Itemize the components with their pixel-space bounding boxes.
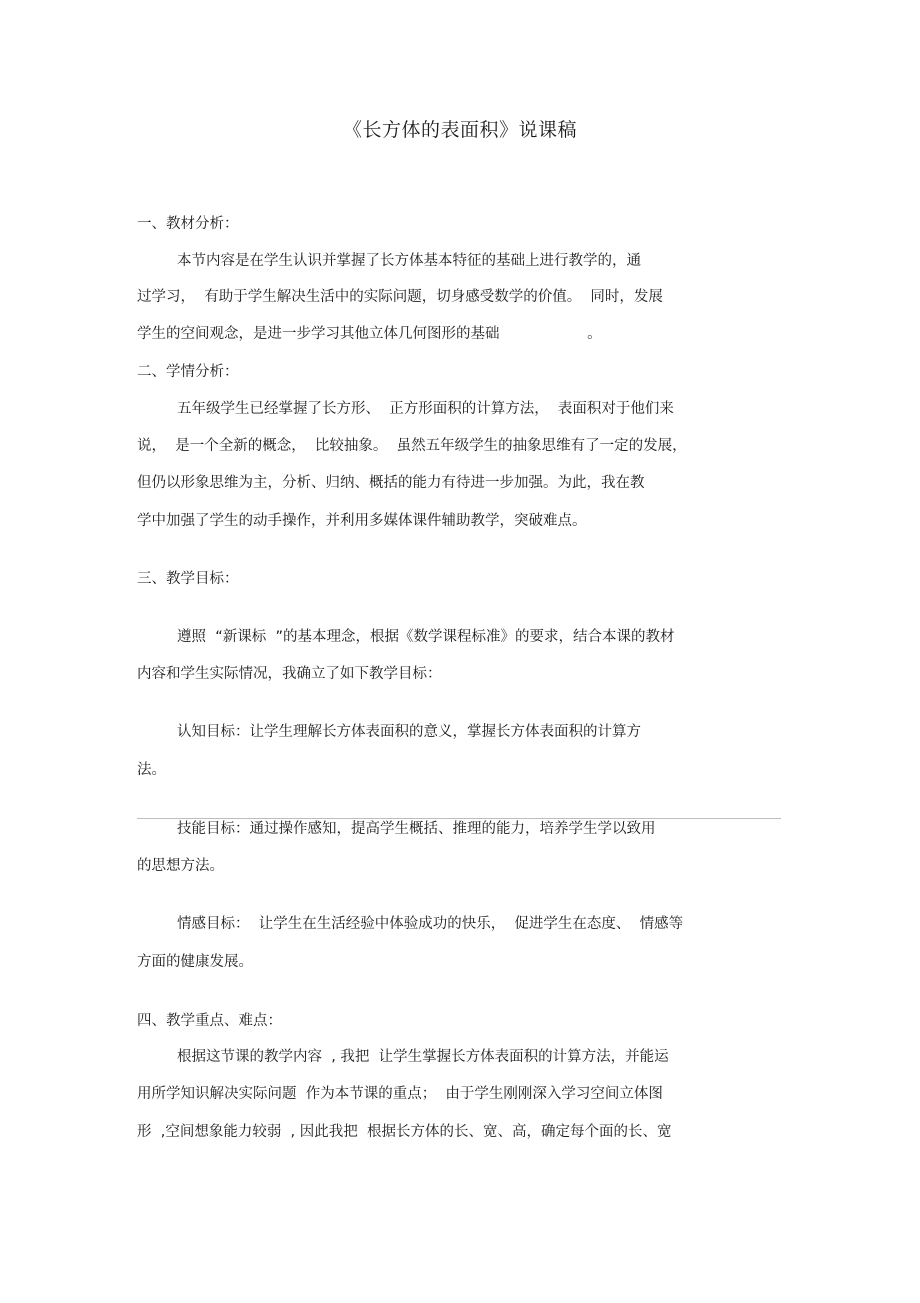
paragraph-line: 用所学知识解决实际问题 作为本节课的重点； 由于学生刚刚深入学习空间立体图 <box>137 1086 663 1102</box>
section-heading-1: 一、教材分析： <box>137 216 239 232</box>
goal-skill-line: 的思想方法。 <box>137 858 224 874</box>
document-title: 《长方体的表面积》说课稿 <box>342 119 577 141</box>
paragraph-line: 根据这节课的教学内容 , 我把 让学生掌握长方体表面积的计算方法，并能运 <box>177 1049 669 1065</box>
paragraph-line: 五年级学生已经掌握了长方形、 正方形面积的计算方法， 表面积对于他们来 <box>177 401 674 417</box>
paragraph-line: 学生的空间观念，是进一步学习其他立体几何图形的基础 。 <box>137 326 602 342</box>
paragraph-line: 说， 是一个全新的概念， 比较抽象。 虽然五年级学生的抽象思维有了一定的发展， <box>137 438 687 454</box>
paragraph-line: 学中加强了学生的动手操作，并利用多媒体课件辅助教学，突破难点。 <box>137 513 587 529</box>
paragraph-line: 内容和学生实际情况，我确立了如下教学目标： <box>137 666 442 682</box>
goal-cognitive-line: 法。 <box>137 762 166 778</box>
paragraph-line: 本节内容是在学生认识并掌握了长方体基本特征的基础上进行教学的，通 <box>177 253 641 269</box>
goal-emotion-line: 情感目标： 让学生在生活经验中体验成功的快乐， 促进学生在态度、 情感等 <box>177 916 684 932</box>
paragraph-line: 过学习， 有助于学生解决生活中的实际问题，切身感受数学的价值。 同时，发展 <box>137 289 663 305</box>
goal-cognitive-line: 认知目标：让学生理解长方体表面积的意义，掌握长方体表面积的计算方 <box>177 724 641 740</box>
paragraph-line: 遵照 “新课标 ”的基本理念，根据《数学课程标准》的要求，结合本课的教材 <box>177 629 675 645</box>
section-heading-2: 二、学情分析： <box>137 364 239 380</box>
section-heading-3: 三、教学目标： <box>137 571 239 587</box>
goal-skill-line: 技能目标：通过操作感知，提高学生概括、推理的能力，培养学生学以致用 <box>177 821 656 837</box>
paragraph-line: 但仍以形象思维为主，分析、归纳、概括的能力有待进一步加强。为此，我在教 <box>137 475 645 491</box>
paragraph-line: 形 ,空间想象能力较弱 , 因此我把 根据长方体的长、宽、高，确定每个面的长、宽 <box>137 1124 672 1140</box>
goal-emotion-line: 方面的健康发展。 <box>137 954 253 970</box>
section-heading-4: 四、教学重点、难点： <box>137 1013 282 1029</box>
